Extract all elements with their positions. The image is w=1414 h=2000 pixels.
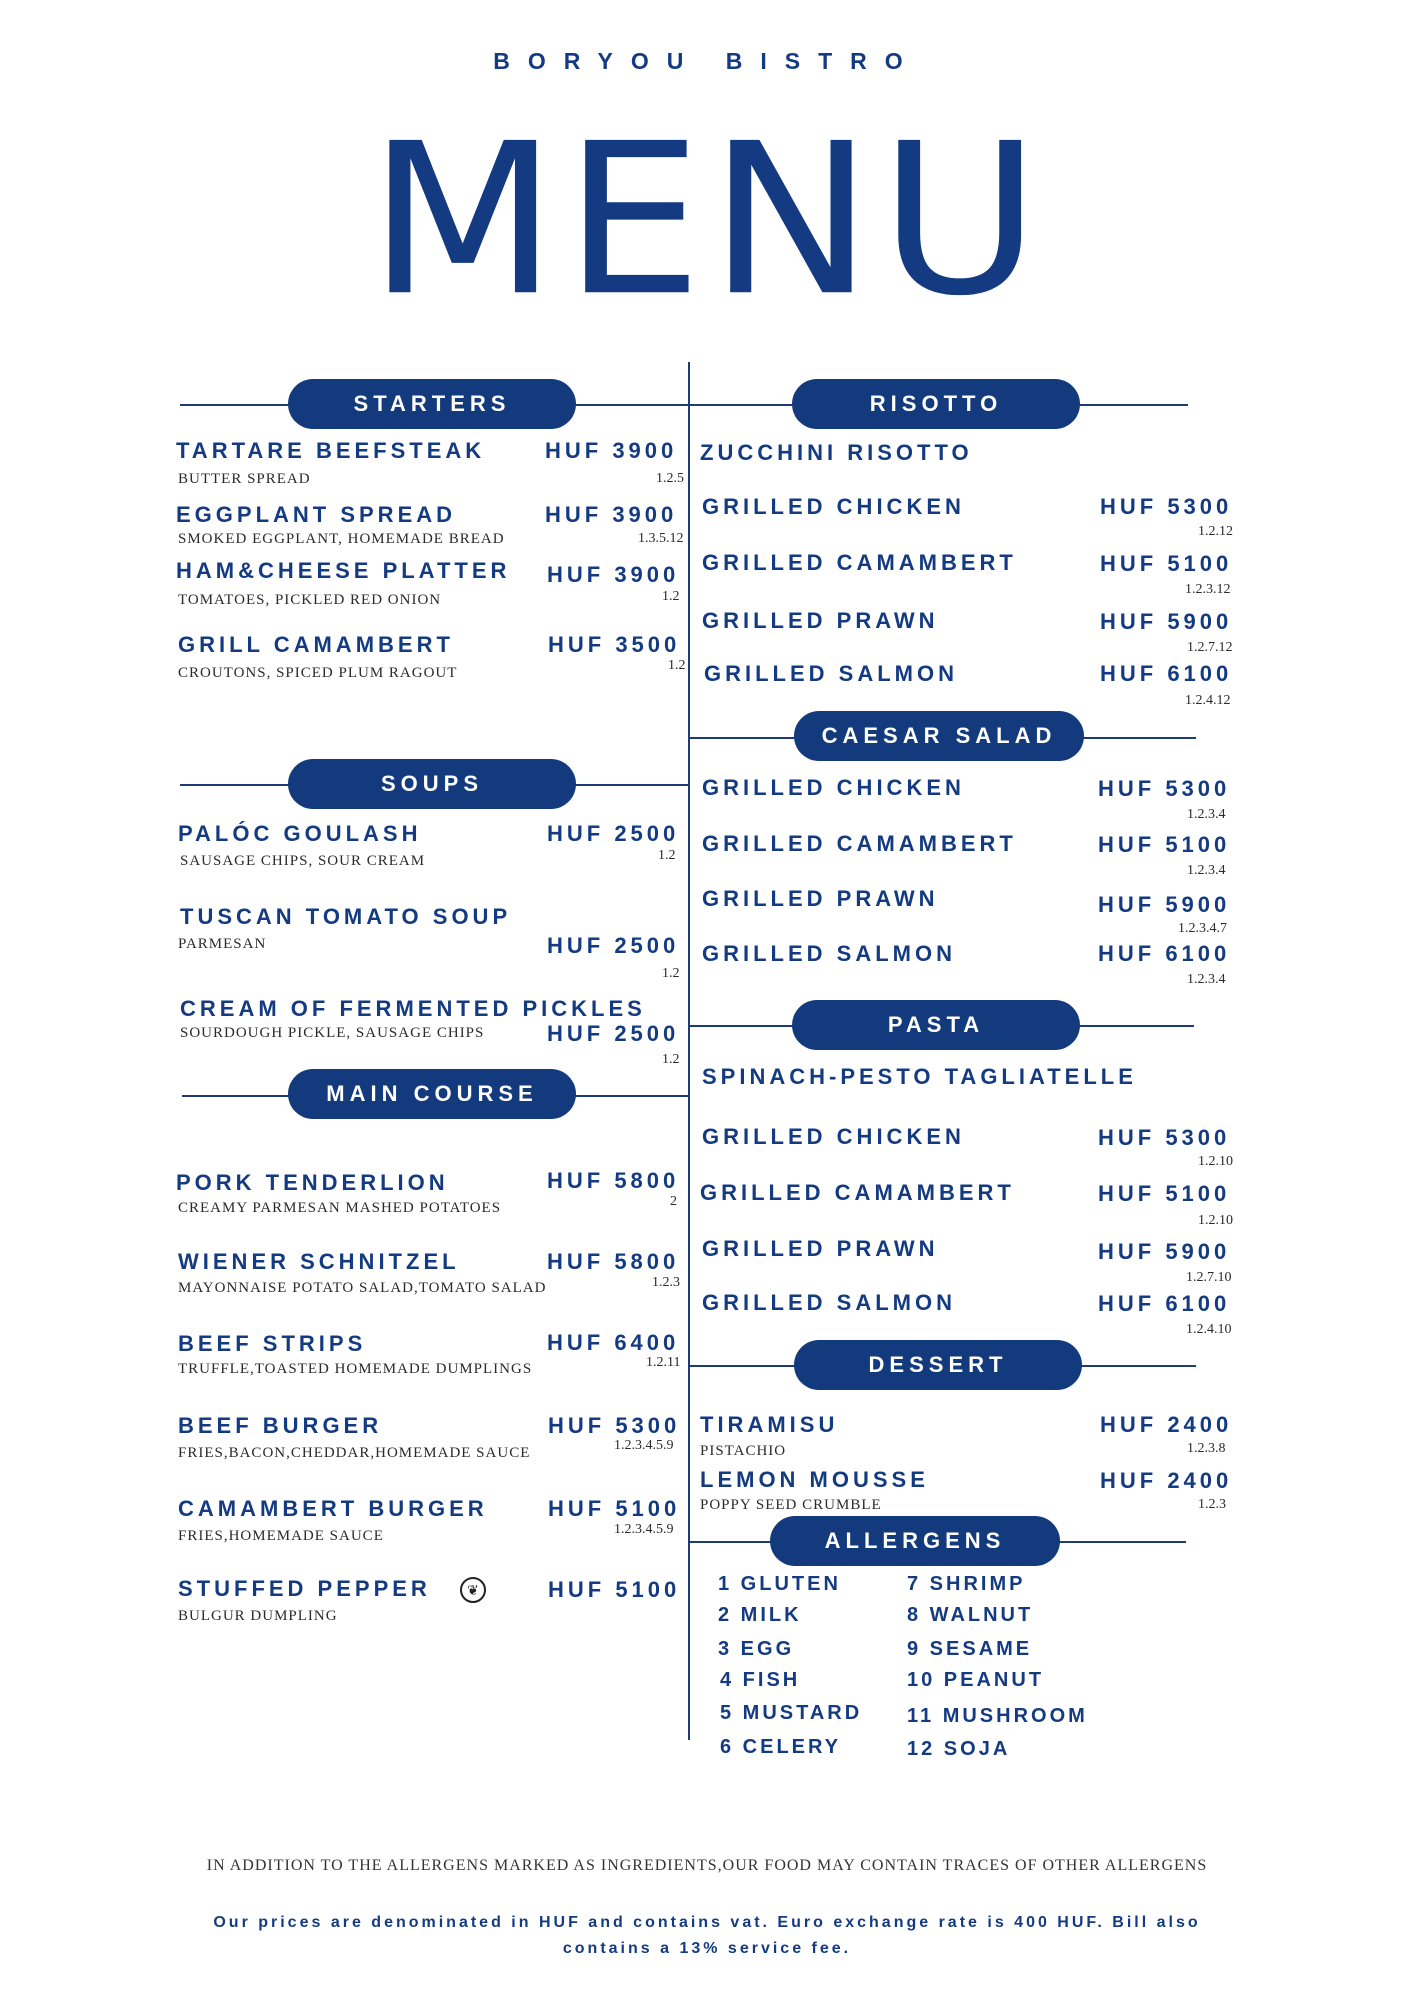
menu-item-desc: CROUTONS, SPICED PLUM RAGOUT [178,665,458,681]
menu-item-price: HUF 5800 [547,1168,680,1193]
menu-item-price: HUF 5800 [547,1249,680,1274]
menu-item-price: HUF 2400 [1100,1468,1233,1493]
menu-item-desc: SOURDOUGH PICKLE, SAUSAGE CHIPS [180,1025,485,1041]
brand-name: BORYOU BISTRO [493,48,921,74]
vegan-leaf-icon: ❦ [460,1577,486,1603]
menu-item-name: LEMON MOUSSE [700,1467,929,1492]
menu-item-allergens: 1.2.3 [1198,1497,1226,1512]
menu-item-allergens: 1.2.12 [1198,524,1233,539]
column-divider [688,362,690,1740]
menu-item-price: HUF 5300 [1098,1125,1231,1150]
allergen-item: 4 FISH [720,1669,801,1691]
menu-item-allergens: 1.2 [668,658,686,673]
menu-item-desc: PISTACHIO [700,1443,787,1459]
section-header-starters: STARTERS [288,379,576,429]
menu-item-name: GRILL CAMAMBERT [178,632,454,657]
allergen-item: 9 SESAME [907,1638,1033,1660]
allergen-item: 6 CELERY [720,1736,842,1758]
menu-item-name: GRILLED CHICKEN [702,494,965,519]
menu-item-allergens: 1.2.3.4 [1187,807,1226,822]
menu-item-name: PALÓC GOULASH [178,821,422,846]
menu-item-allergens: 1.2.3.4.5.9 [614,1438,674,1453]
menu-item-allergens: 1.3.5.12 [638,531,684,546]
allergen-item: 11 MUSHROOM [907,1705,1088,1727]
menu-item-desc: BULGUR DUMPLING [178,1608,338,1624]
menu-item-allergens: 1.2.10 [1198,1154,1233,1169]
menu-item-name: PORK TENDERLION [176,1170,449,1195]
menu-item-allergens: 1.2 [658,848,676,863]
menu-item-name: EGGPLANT SPREAD [176,502,457,527]
menu-item-allergens: 1.2.4.10 [1186,1322,1232,1337]
section-header-dessert: DESSERT [794,1340,1082,1390]
menu-item-desc: SAUSAGE CHIPS, SOUR CREAM [180,853,426,869]
menu-title: MENU [367,98,1047,342]
menu-item-allergens: 1.2 [662,1052,680,1067]
menu-item-name: GRILLED CAMAMBERT [702,550,1017,575]
menu-item-allergens: 1.2 [662,966,680,981]
menu-item-desc: FRIES,BACON,CHEDDAR,HOMEMADE SAUCE [178,1445,531,1461]
menu-item-price: HUF 3500 [548,632,681,657]
menu-item-name: BEEF BURGER [178,1413,383,1438]
menu-item-price: HUF 5900 [1100,609,1233,634]
menu-item-name: TIRAMISU [700,1412,839,1437]
menu-item-price: HUF 5100 [548,1577,681,1602]
menu-item-price: HUF 3900 [545,502,678,527]
menu-item-desc: POPPY SEED CRUMBLE [700,1497,882,1513]
menu-item-allergens: 1.2.3.4 [1187,863,1226,878]
menu-item-price: HUF 3900 [545,438,678,463]
menu-item-name: TARTARE BEEFSTEAK [176,438,486,463]
menu-item-allergens: 1.2.4.12 [1185,693,1231,708]
menu-item-price: HUF 2500 [547,1021,680,1046]
menu-item-name: GRILLED CAMAMBERT [700,1180,1015,1205]
menu-item-desc: TRUFFLE,TOASTED HOMEMADE DUMPLINGS [178,1361,533,1377]
menu-item-allergens: 1.2.3 [652,1275,680,1290]
menu-item-price: HUF 5100 [1098,832,1231,857]
dish-base-name: SPINACH-PESTO TAGLIATELLE [702,1064,1137,1089]
menu-item-price: HUF 6100 [1098,941,1231,966]
menu-item-desc: FRIES,HOMEMADE SAUCE [178,1528,384,1544]
allergen-item: 12 SOJA [907,1738,1011,1760]
menu-item-allergens: 1.2.3.12 [1185,582,1231,597]
menu-item-allergens: 1.2.3.8 [1187,1441,1226,1456]
menu-item-price: HUF 6100 [1100,661,1233,686]
menu-item-price: HUF 5100 [1100,551,1233,576]
allergen-item: 7 SHRIMP [907,1573,1026,1595]
menu-item-allergens: 1.2.7.12 [1187,640,1233,655]
section-header-pasta: PASTA [792,1000,1080,1050]
menu-item-name: BEEF STRIPS [178,1331,367,1356]
menu-item-name: WIENER SCHNITZEL [178,1249,460,1274]
menu-item-desc: SMOKED EGGPLANT, HOMEMADE BREAD [178,531,505,547]
menu-item-desc: BUTTER SPREAD [178,471,311,487]
menu-item-name: CREAM OF FERMENTED PICKLES [180,996,646,1021]
allergen-item: 2 MILK [718,1604,802,1626]
menu-item-price: HUF 6400 [547,1330,680,1355]
section-header-soups: SOUPS [288,759,576,809]
menu-item-name: GRILLED SALMON [702,941,956,966]
allergen-item: 3 EGG [718,1638,795,1660]
menu-item-price: HUF 5300 [1100,494,1233,519]
allergen-item: 5 MUSTARD [720,1702,863,1724]
allergen-item: 10 PEANUT [907,1669,1045,1691]
menu-item-name: GRILLED CHICKEN [702,775,965,800]
menu-item-name: GRILLED PRAWN [702,1236,939,1261]
menu-item-allergens: 1.2 [662,589,680,604]
menu-item-price: HUF 5900 [1098,1239,1231,1264]
menu-item-allergens: 1.2.3.4.7 [1178,921,1227,936]
dish-base-name: ZUCCHINI RISOTTO [700,440,973,465]
menu-item-name: TUSCAN TOMATO SOUP [180,904,512,929]
menu-item-name: GRILLED CHICKEN [702,1124,965,1149]
menu-item-price: HUF 5100 [1098,1181,1231,1206]
menu-item-allergens: 1.2.10 [1198,1213,1233,1228]
menu-item-allergens: 1.2.3.4 [1187,972,1226,987]
menu-item-desc: MAYONNAISE POTATO SALAD,TOMATO SALAD [178,1280,547,1296]
allergen-item: 8 WALNUT [907,1604,1034,1626]
menu-item-name: CAMAMBERT BURGER [178,1496,488,1521]
menu-item-name: GRILLED CAMAMBERT [702,831,1017,856]
menu-item-price: HUF 5300 [548,1413,681,1438]
menu-item-price: HUF 2400 [1100,1412,1233,1437]
menu-item-price: HUF 5900 [1098,892,1231,917]
menu-item-price: HUF 2500 [547,933,680,958]
menu-item-price: HUF 2500 [547,821,680,846]
menu-item-allergens: 1.2.3.4.5.9 [614,1522,674,1537]
menu-item-name: GRILLED SALMON [704,661,958,686]
allergen-footnote: IN ADDITION TO THE ALLERGENS MARKED AS INGREDIENTS,OUR FOOD MAY CONTAIN TRACES OF OTHER ALLERGENS [206,1857,1208,1874]
menu-item-allergens: 1.2.11 [646,1355,681,1370]
menu-item-allergens: 1.2.7.10 [1186,1270,1232,1285]
section-header-main-course: MAIN COURSE [288,1069,576,1119]
menu-item-price: HUF 5300 [1098,776,1231,801]
menu-item-price: HUF 6100 [1098,1291,1231,1316]
menu-item-name: GRILLED PRAWN [702,608,939,633]
menu-item-desc: TOMATOES, PICKLED RED ONION [178,592,442,608]
menu-item-name: GRILLED SALMON [702,1290,956,1315]
menu-item-desc: PARMESAN [178,936,267,952]
menu-item-allergens: 1.2.5 [656,471,684,486]
menu-item-price: HUF 5100 [548,1496,681,1521]
section-header-allergens: ALLERGENS [770,1516,1060,1566]
price-notice: Our prices are denominated in HUF and contains vat. Euro exchange rate is 400 HUF. Bill also contains a 13% service fee. [213,1914,1201,1957]
menu-item-name: STUFFED PEPPER [178,1576,431,1601]
section-header-risotto: RISOTTO [792,379,1080,429]
menu-item-name: GRILLED PRAWN [702,886,939,911]
menu-item-desc: CREAMY PARMESAN MASHED POTATOES [178,1200,502,1216]
allergen-item: 1 GLUTEN [718,1573,841,1595]
section-header-caesar-salad: CAESAR SALAD [794,711,1084,761]
menu-item-name: HAM&CHEESE PLATTER [176,558,511,583]
menu-item-price: HUF 3900 [547,562,680,587]
menu-item-allergens: 2 [670,1194,677,1209]
